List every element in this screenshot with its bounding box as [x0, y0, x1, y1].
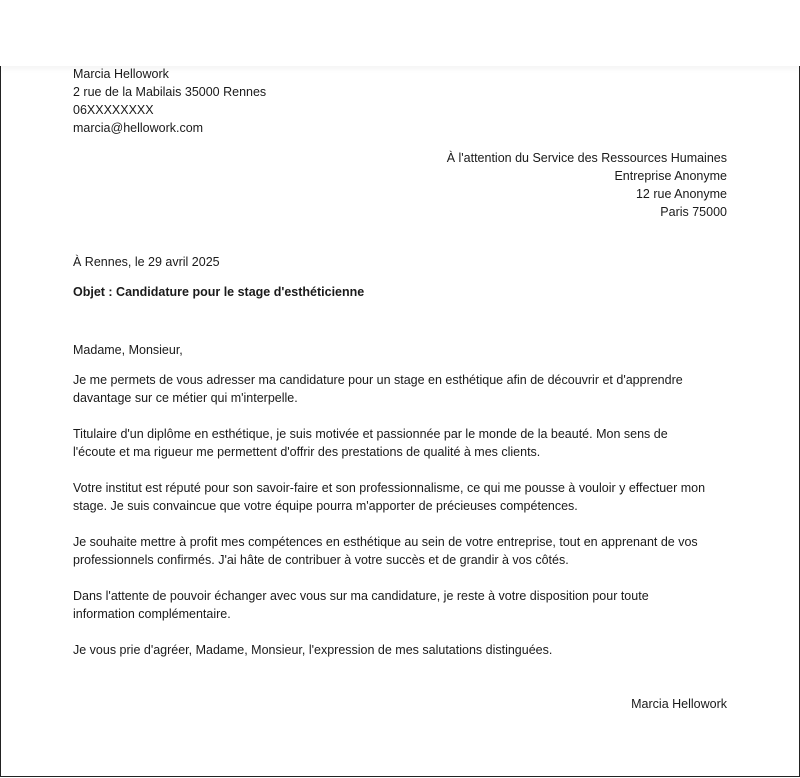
recipient-city: Paris 75000	[660, 205, 727, 219]
recipient-street: 12 rue Anonyme	[635, 187, 727, 201]
subject-line: Objet : Candidature pour le stage d'esthéticienne	[73, 285, 365, 299]
sender-phone: 06XXXXXXXX	[73, 103, 154, 117]
recipient-attention: À l'attention du Service des Ressources Humaines	[446, 151, 727, 165]
paragraph-line: Je souhaite mettre à profit mes compétences en esthétique au sein de votre entreprise, tout en apprenant de vos	[73, 535, 698, 549]
recipient-company: Entreprise Anonyme	[614, 169, 727, 183]
paragraph-line: Votre institut est réputé pour son savoir-faire et son professionnalisme, ce qui me pousse à vouloir y effectuer mon	[73, 481, 706, 495]
sender-email: marcia@hellowork.com	[73, 121, 204, 135]
paragraph-line: l'écoute et ma rigueur me permettent d'offrir des prestations de qualité à mes clients.	[73, 445, 541, 459]
paragraph-1	[73, 371, 733, 407]
paragraph-line: davantage sur ce métier qui m'interpelle.	[73, 391, 298, 405]
paragraph-line: Dans l'attente de pouvoir échanger avec vous sur ma candidature, je reste à votre disposition pour toute	[73, 589, 649, 603]
paragraph-line: information complémentaire.	[73, 607, 231, 621]
sender-address: 2 rue de la Mabilais 35000 Rennes	[73, 85, 267, 99]
greeting: Madame, Monsieur,	[73, 343, 183, 357]
paragraph-line: stage. Je suis convaincue que votre équipe pourra m'apporter de précieuses compétences.	[73, 499, 578, 513]
date-line: À Rennes, le 29 avril 2025	[73, 255, 220, 269]
paragraph-4	[73, 533, 733, 569]
signature: Marcia Hellowork	[631, 697, 727, 711]
paragraph-5	[73, 587, 733, 623]
paragraph-line: professionnels confirmés. J'ai hâte de contribuer à votre succès et de grandir à vos côtés.	[73, 553, 569, 567]
paragraph-2	[73, 425, 733, 461]
top-bar	[0, 0, 800, 66]
closing-line: Je vous prie d'agréer, Madame, Monsieur, l'expression de mes salutations distinguées.	[73, 643, 553, 657]
paragraph-3	[73, 479, 733, 515]
paragraph-line: Titulaire d'un diplôme en esthétique, je suis motivée et passionnée par le monde de la beauté. Mon sens de	[73, 427, 668, 441]
sender-name: Marcia Hellowork	[73, 67, 169, 81]
paragraph-line: Je me permets de vous adresser ma candidature pour un stage en esthétique afin de découvrir et d'apprendre	[73, 373, 683, 387]
